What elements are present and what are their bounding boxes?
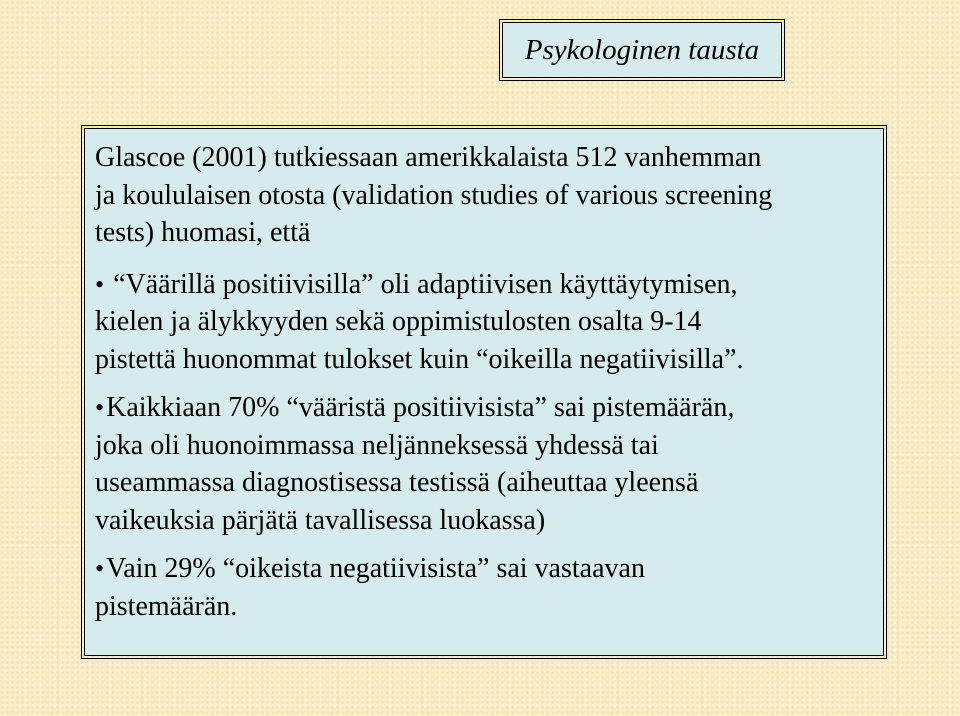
bullet-item-false-positives <box>95 266 877 379</box>
bullet-icon: • <box>95 269 105 299</box>
content-box <box>84 128 884 656</box>
bullet-line: pistettä huonommat tulokset kuin “oikeilla negatiivisilla”. <box>95 343 744 375</box>
bullet-icon: • <box>95 554 105 583</box>
bullet-line: kielen ja älykkyyden sekä oppimistulosten osalta 9-14 <box>95 306 702 337</box>
slide-title-box <box>502 22 782 78</box>
bullet-icon: • <box>95 393 105 422</box>
intro-line: ja koululaisen otosta (validation studies of various screening <box>95 179 773 211</box>
bullet-item-twenty-nine-percent <box>95 550 877 625</box>
bullet-text: Kaikkiaan 70% “vääristä positiivisista” sai pistemäärän, <box>106 392 735 423</box>
bullet-text: “Väärillä positiivisilla” oli adaptiivisen käyttäytymisen, <box>106 268 738 300</box>
intro-line: tests) huomasi, että <box>95 217 311 248</box>
slide-title: Psykologinen tausta <box>524 33 760 66</box>
bullet-line: joka oli huonoimmassa neljänneksessä yhdessä tai <box>95 429 659 461</box>
bullet-line: pistemäärän. <box>95 590 238 622</box>
bullet-line: vaikeuksia pärjätä tavallisessa luokassa) <box>95 504 546 536</box>
bullet-text: Vain 29% “oikeista negatiivisista” sai vastaavan <box>106 553 645 584</box>
intro-paragraph <box>95 139 877 252</box>
bullet-line <box>95 550 877 588</box>
bullet-line <box>95 389 877 427</box>
bullet-item-seventy-percent <box>95 389 877 539</box>
bullet-line <box>95 266 877 304</box>
intro-line: Glascoe (2001) tutkiessaan amerikkalaista 512 vanhemman <box>95 142 762 173</box>
bullet-line: useammassa diagnostisessa testissä (aiheuttaa yleensä <box>95 467 699 498</box>
